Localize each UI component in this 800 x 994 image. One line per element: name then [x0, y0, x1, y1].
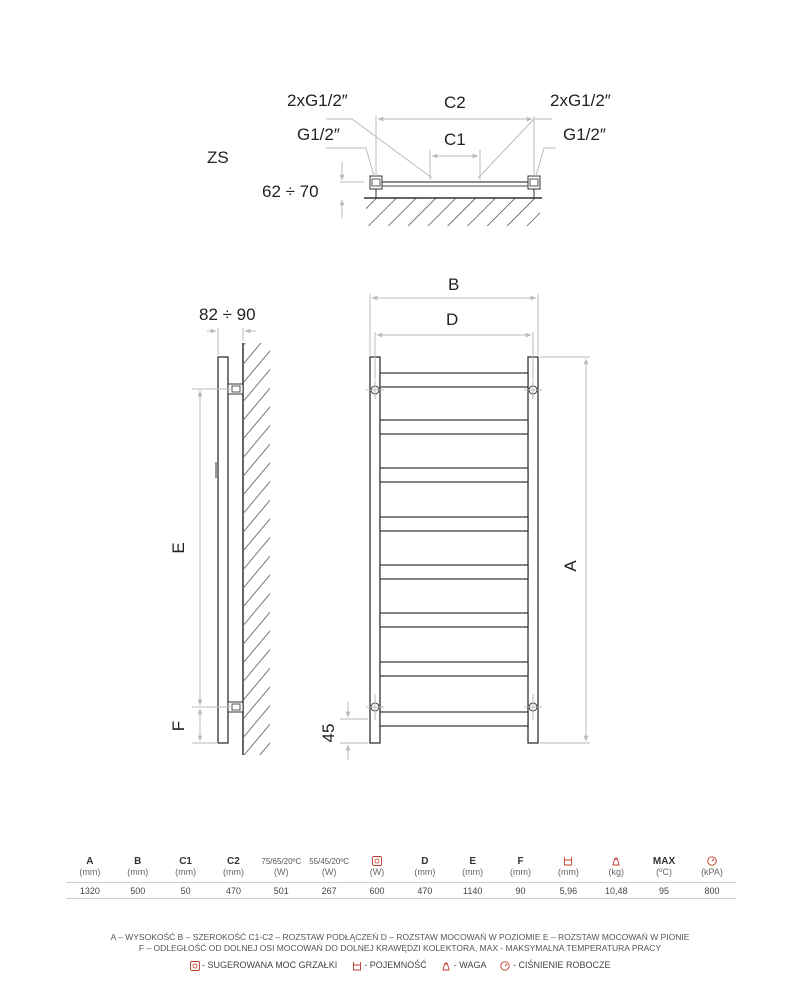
side-view-wall: [244, 343, 270, 755]
left-connection-outer-label: 2xG1/2″: [287, 91, 348, 110]
spec-value-1: 500: [114, 883, 162, 899]
spec-header-12: MAX (ºC): [652, 856, 676, 877]
weight-icon: [611, 856, 621, 866]
model-label: ZS: [207, 148, 229, 167]
legend-weight: - WAGA: [441, 960, 488, 970]
spec-value-7: 470: [401, 883, 449, 899]
spec-value-12: 95: [640, 883, 688, 899]
right-connection-inner-label: G1/2″: [563, 125, 606, 144]
front-left-collector: [370, 357, 380, 743]
spec-table: [66, 856, 736, 899]
front-right-collector: [528, 357, 538, 743]
spec-header-0: A (mm): [79, 856, 101, 877]
front-rungs: [380, 373, 528, 726]
f-label: F: [169, 720, 188, 732]
legend-heater: - SUGEROWANA MOC GRZAŁKI: [190, 960, 340, 970]
left-connection-inner-label: G1/2″: [297, 125, 340, 144]
icon-legend: [0, 960, 800, 971]
spec-table-header-row: [66, 856, 736, 883]
spec-header-6: (W): [353, 856, 401, 883]
side-upper-bracket: [228, 384, 243, 394]
spec-header-7: D (mm): [414, 856, 436, 877]
side-view-collector: [218, 357, 228, 743]
spec-header-5: 55/45/20ºC (W): [309, 857, 350, 877]
legend-pressure: - CIŚNIENIE ROBOCZE: [500, 960, 610, 970]
legend-line-2: F – ODLEGŁOŚĆ OD DOLNEJ OSI MOCOWAŃ DO DOLNEJ KRAWĘDZI KOLEKTORA, MAX - MAKSYMALNA TEMPERATURA PRACY: [138, 943, 662, 953]
spec-header-3: C2 (mm): [222, 856, 244, 877]
pressure-icon: [707, 856, 717, 866]
spec-value-8: 1140: [449, 883, 497, 899]
front-view: [319, 275, 590, 760]
c1-label: C1: [444, 130, 466, 149]
weight-icon: [441, 961, 451, 971]
side-lower-bracket: [228, 702, 243, 712]
spec-value-2: 50: [162, 883, 210, 899]
side-view: [169, 305, 270, 755]
wall-distance-label: 62 ÷ 70: [262, 182, 319, 201]
spec-header-9: F (mm): [510, 856, 532, 877]
c2-label: C2: [444, 93, 466, 112]
d-label: D: [446, 310, 459, 329]
a-label: A: [561, 560, 580, 572]
top-view: [207, 91, 611, 226]
top-view-wall: [366, 198, 540, 226]
e-label: E: [169, 542, 188, 554]
legend-capacity: - POJEMNOŚĆ: [352, 960, 430, 970]
b-label: B: [448, 275, 460, 294]
spec-header-11: (kg): [592, 856, 640, 883]
spec-value-3: 470: [210, 883, 258, 899]
spec-header-13: (kPA): [688, 856, 736, 883]
spec-value-4: 501: [257, 883, 305, 899]
spec-value-6: 600: [353, 883, 401, 899]
spec-header-10: (mm): [544, 856, 592, 883]
capacity-icon: [563, 856, 573, 866]
spec-header-4: 75/65/20ºC (W): [261, 857, 302, 877]
capacity-icon: [352, 961, 362, 971]
spec-value-13: 800: [688, 883, 736, 899]
spec-value-10: 5,96: [544, 883, 592, 899]
right-connection-outer-label: 2xG1/2″: [550, 91, 611, 110]
spec-value-9: 90: [497, 883, 545, 899]
spec-value-0: 1320: [66, 883, 114, 899]
spec-table-row: [66, 883, 736, 899]
spec-header-8: E (mm): [462, 856, 484, 877]
legend-line-1: A – WYSOKOŚĆ B – SZEROKOŚĆ C1-C2 – ROZSTAW PODŁĄCZEŃ D – ROZSTAW MOCOWAŃ W POZIOMIE E – ROZSTAW MOCOWAŃ W PIONIE: [110, 932, 690, 942]
spec-header-2: C1 (mm): [175, 856, 197, 877]
spec-value-5: 267: [305, 883, 353, 899]
spec-value-11: 10,48: [592, 883, 640, 899]
heater-power-icon: [190, 961, 200, 971]
heater-power-icon: [372, 856, 382, 866]
bottom-distance-label: 45: [319, 723, 338, 743]
depth-label: 82 ÷ 90: [199, 305, 256, 324]
pressure-icon: [500, 961, 510, 971]
spec-header-1: B (mm): [127, 856, 149, 877]
